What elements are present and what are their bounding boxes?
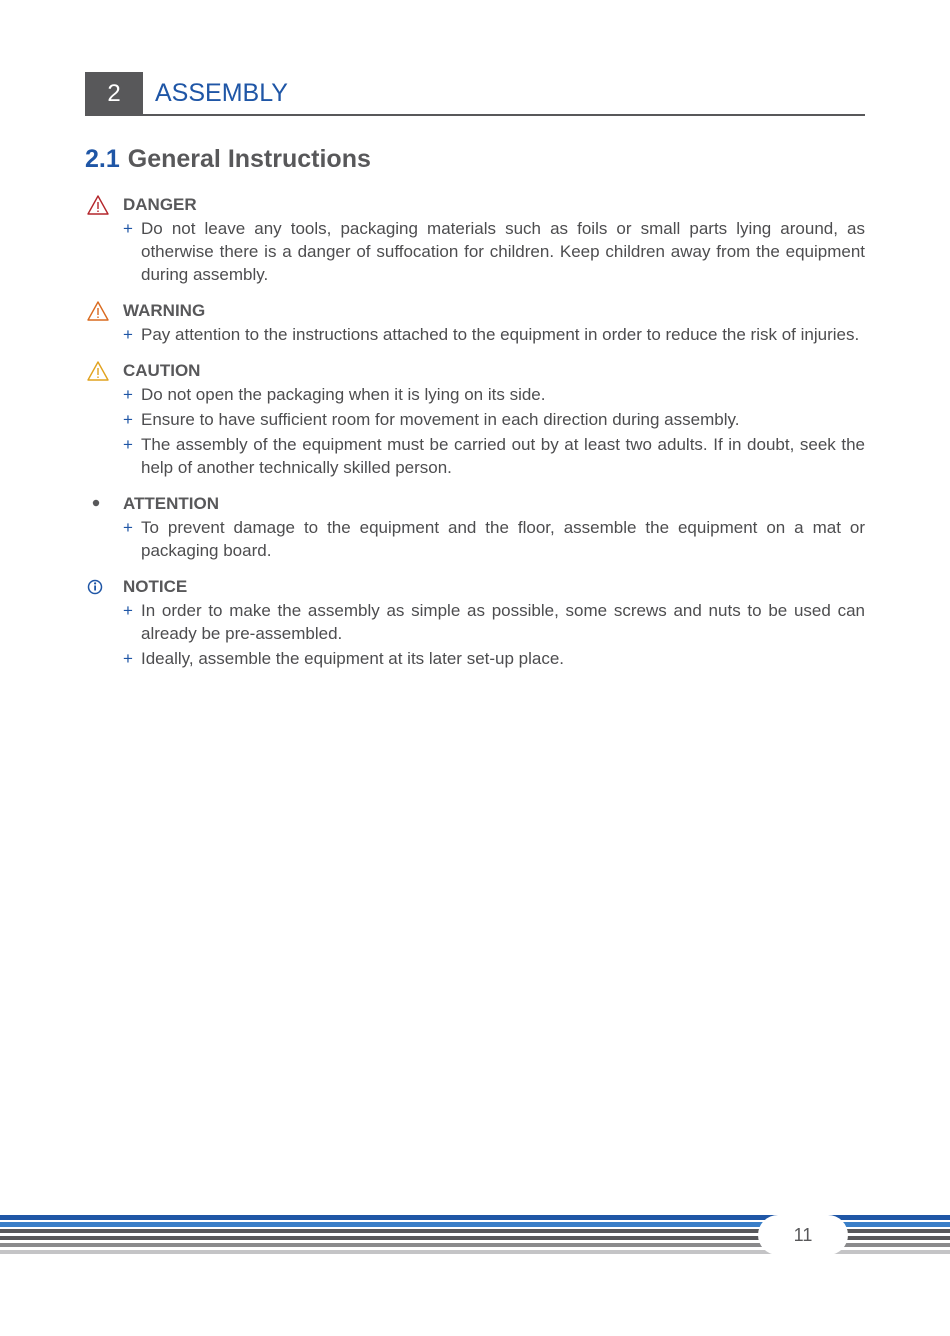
info-circle-icon [85, 576, 111, 598]
list-item [123, 408, 865, 431]
notice-block [85, 576, 865, 670]
list-item-text: To prevent damage to the equipment and the floor, assemble the equipment on a mat or packaging board. [141, 518, 865, 560]
danger-heading: DANGER [123, 195, 197, 214]
list-item [123, 433, 865, 479]
chapter-rule [85, 114, 865, 116]
plus-bullet-icon: + [123, 518, 133, 537]
plus-bullet-icon: + [123, 325, 133, 344]
list-item-text: Pay attention to the instructions attached to the equipment in order to reduce the risk of injuries. [141, 325, 860, 344]
plus-bullet-icon: + [123, 385, 133, 404]
list-item-text: Ideally, assemble the equipment at its later set-up place. [141, 649, 565, 668]
chapter-header [85, 72, 865, 116]
warning-triangle-yellow-icon [85, 360, 111, 382]
chapter-title: ASSEMBLY [155, 79, 288, 107]
plus-bullet-icon: + [123, 649, 133, 668]
warning-block [85, 300, 865, 346]
plus-bullet-icon: + [123, 601, 133, 620]
list-item [123, 647, 865, 670]
instruction-blocks [85, 194, 865, 684]
list-item-text: Do not open the packaging when it is lying on its side. [141, 385, 546, 404]
section-number: 2.1 [85, 145, 120, 173]
caution-block [85, 360, 865, 479]
list-item [123, 217, 865, 286]
page-footer [0, 1212, 950, 1258]
chapter-number: 2 [85, 72, 143, 116]
list-item [123, 516, 865, 562]
section-title [85, 145, 371, 174]
list-item [123, 323, 865, 346]
list-item [123, 383, 865, 406]
attention-heading: ATTENTION [123, 494, 220, 513]
attention-block [85, 493, 865, 562]
plus-bullet-icon: + [123, 219, 133, 238]
warning-triangle-red-icon [85, 194, 111, 216]
plus-bullet-icon: + [123, 410, 133, 429]
caution-heading: CAUTION [123, 361, 201, 380]
notice-heading: NOTICE [123, 577, 188, 596]
danger-block [85, 194, 865, 286]
list-item-text: Do not leave any tools, packaging materials such as foils or small parts lying around, as otherwise there is a danger of suffocation for children. Keep children away from the equipment during assembly. [141, 219, 865, 284]
bullet-dot-icon [85, 493, 111, 515]
list-item [123, 599, 865, 645]
page-number: 11 [758, 1215, 848, 1255]
list-item-text: In order to make the assembly as simple as possible, some screws and nuts to be used can already be pre-assembled. [141, 601, 865, 643]
plus-bullet-icon: + [123, 435, 133, 454]
warning-heading: WARNING [123, 301, 206, 320]
list-item-text: The assembly of the equipment must be carried out by at least two adults. If in doubt, seek the help of another technically skilled person. [141, 435, 865, 477]
list-item-text: Ensure to have sufficient room for movement in each direction during assembly. [141, 410, 740, 429]
section-title-text: General Instructions [127, 145, 371, 173]
warning-triangle-orange-icon [85, 300, 111, 322]
